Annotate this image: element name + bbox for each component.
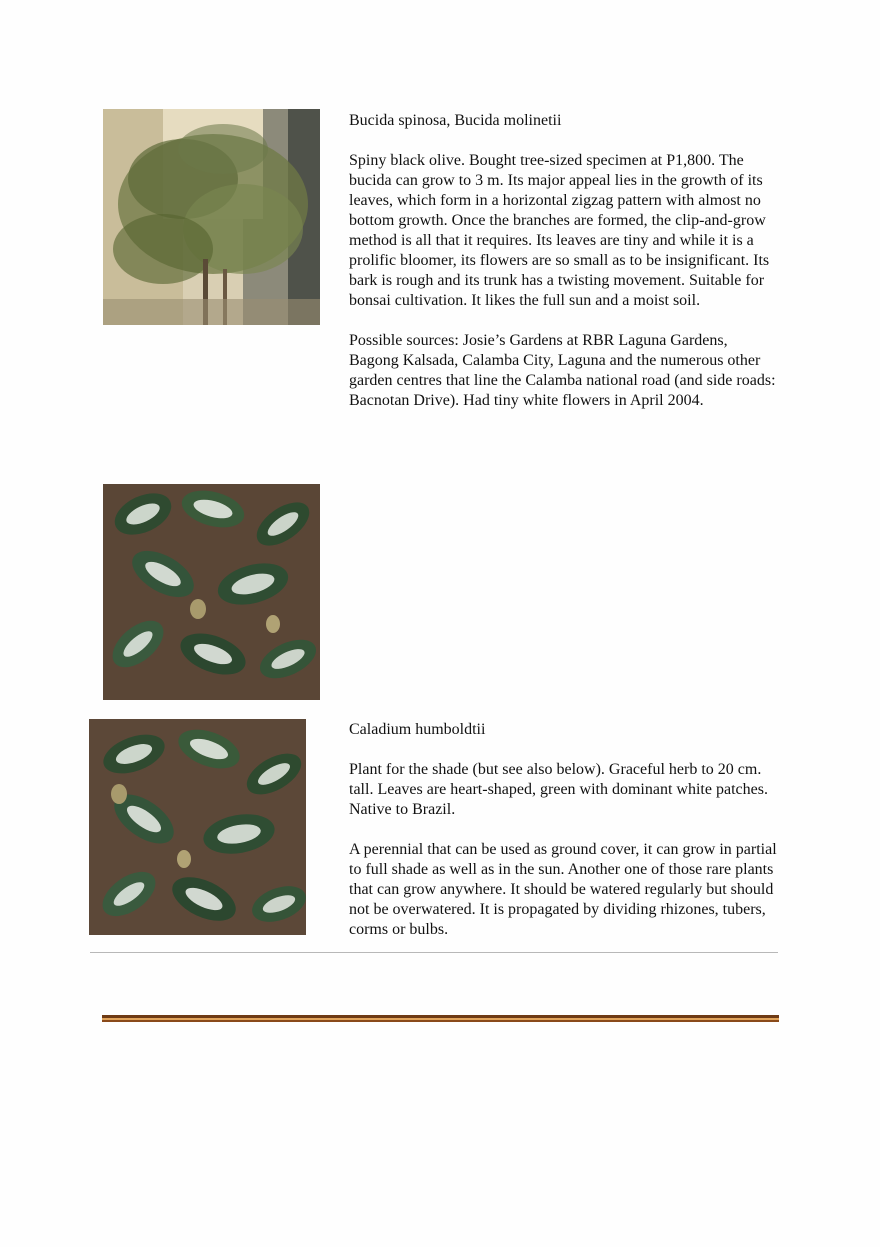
footer-rule — [102, 1015, 779, 1023]
section-divider — [90, 952, 778, 953]
caladium-photo-1 — [103, 484, 320, 700]
entry-title: Bucida spinosa, Bucida molinetii — [349, 112, 562, 129]
entry-description: Spiny black olive. Bought tree-sized specimen at P1,800. The bucida can grow to 3 m. Its major appeal lies in the growth of its leaves, which form in a horizontal zigzag pattern with almost no bottom growth. Once the branches are formed, the clip-and-grow method is all that it requires. Its leaves are tiny and while it is a prolific bloomer, its flowers are so small as to be insignificant. Its bark is rough and its trunk has a twisting movement. Suitable for bonsai cultivation. It likes the full sun and a moist soil. — [349, 152, 770, 309]
caladium-photo-2-graphic — [89, 719, 306, 935]
bucida-photo — [103, 109, 320, 325]
entry-bucida — [349, 111, 779, 431]
entry-caladium — [349, 720, 779, 960]
bucida-photo-graphic — [103, 109, 320, 325]
footer-rule-accent — [102, 1020, 779, 1022]
entry-care: A perennial that can be used as ground cover, it can grow in partial to full shade as well as in the sun. Another one of those rare plants that can grow anywhere. It should be watered regularly but should not be overwatered. It is propagated by dividing rhizones, tubers, corms or bulbs. — [349, 841, 777, 938]
entry-sources: Possible sources: Josie’s Gardens at RBR Laguna Gardens, Bagong Kalsada, Calamba City, Laguna and the numerous other garden centres that line the Calamba national road (and side roads: Bacnotan Drive). Had tiny white flowers in April 2004. — [349, 332, 776, 409]
caladium-photo-1-graphic — [103, 484, 320, 700]
entry-title: Caladium humboldtii — [349, 721, 486, 738]
entry-description: Plant for the shade (but see also below). Graceful herb to 20 cm. tall. Leaves are heart-shaped, green with dominant white patches. Native to Brazil. — [349, 761, 768, 818]
caladium-photo-2 — [89, 719, 306, 935]
